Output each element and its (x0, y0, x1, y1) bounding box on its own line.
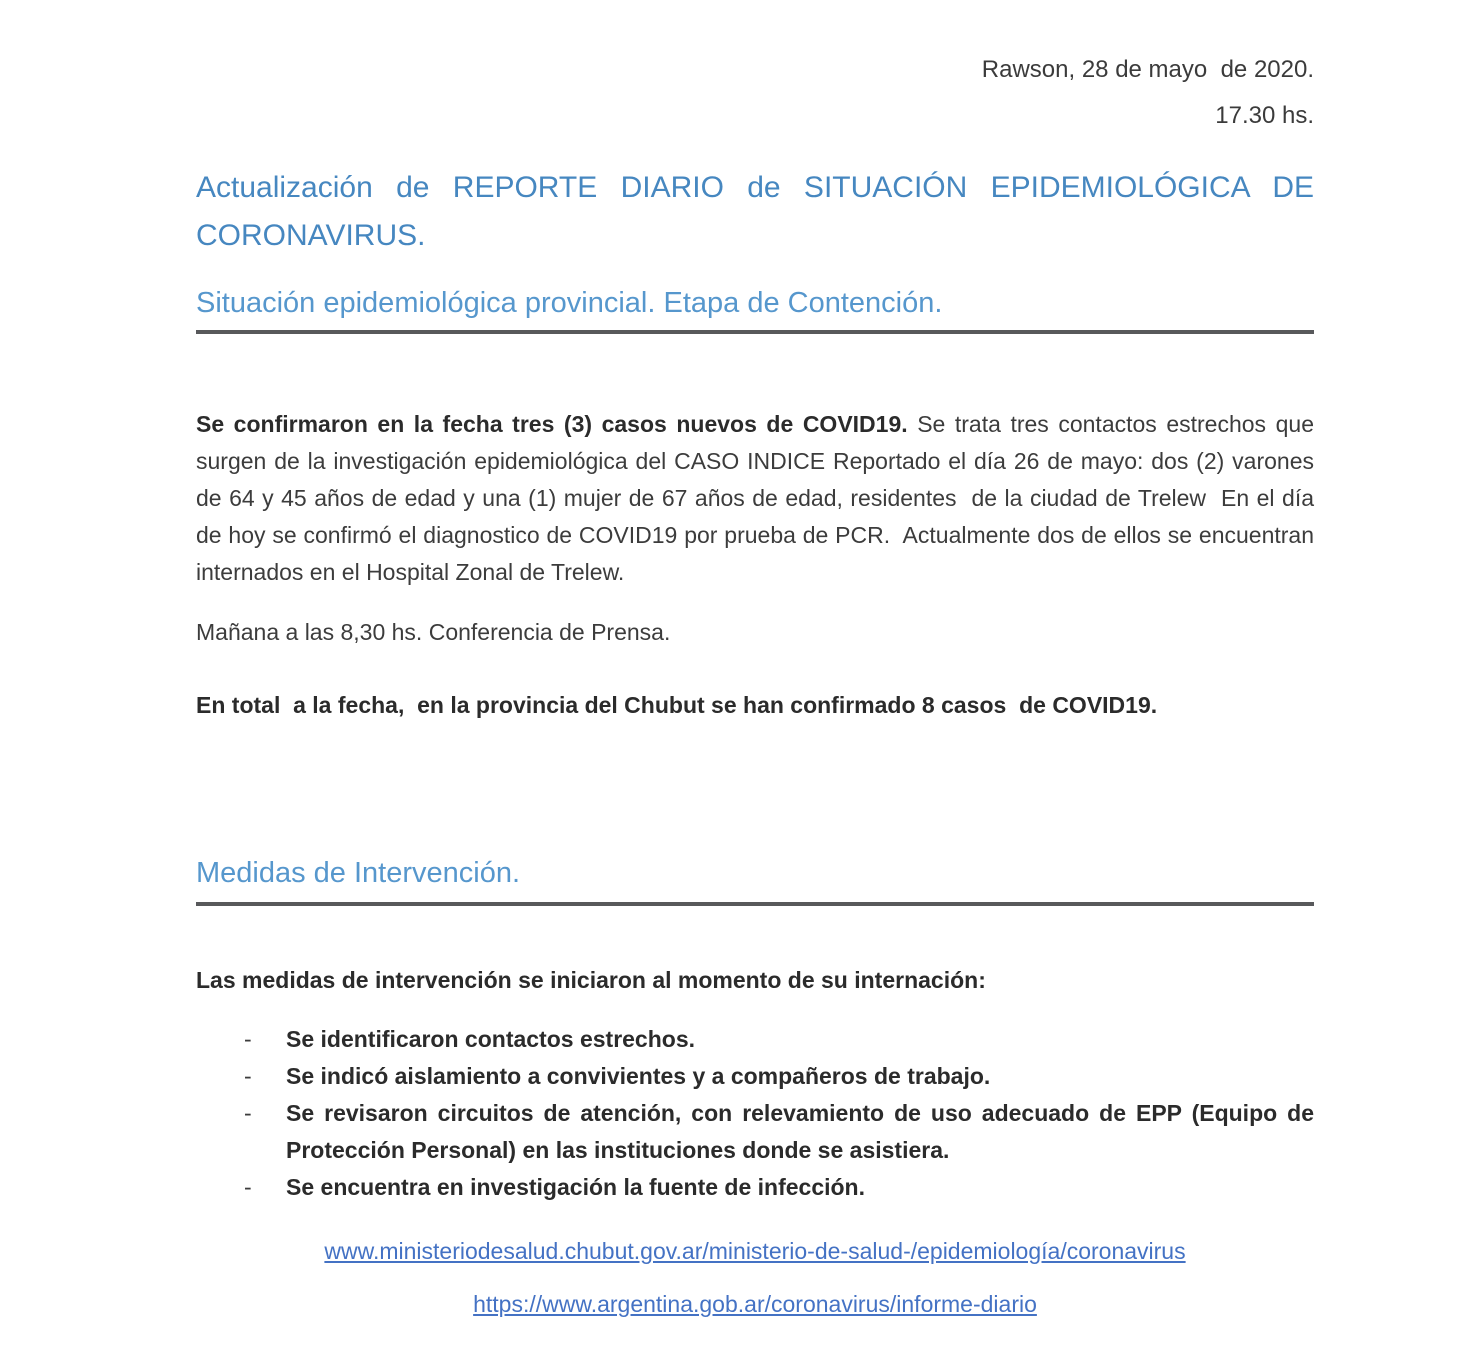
list-item (196, 1021, 1314, 1058)
confirmed-cases-lead: Se confirmaron en la fecha tres (3) casos nuevos de COVID19. (196, 411, 908, 437)
document-content (196, 0, 1321, 1206)
section-measures-heading: Medidas de Intervención. (196, 857, 521, 889)
dash-bullet-icon: - (244, 1026, 252, 1052)
chubut-ministry-link[interactable]: www.ministeriodesalud.chubut.gov.ar/ministerio-de-salud-/epidemiología/coronavirus (324, 1238, 1186, 1264)
section-situation-heading-block (196, 286, 1314, 334)
situation-paragraph-body: Se trata tres contactos estrechos que surgen de la investigación epidemiológica del CASO INDICE Reportado el día 26 de mayo: dos (2) varones de 64 y 45 años de edad y una (1) mujer de 67 años de edad, residentes de la ciudad de Trelew En el día de hoy se confirmó el diagnostico de COVID19 por prueba de PCR. Actualmente dos de ellos se encuentran internados en el Hospital Zonal de Trelew. (196, 411, 1321, 585)
list-item (196, 1095, 1314, 1169)
document-title: Actualización de REPORTE DIARIO de SITUACIÓN EPIDEMIOLÓGICA DE CORONAVIRUS. (196, 171, 1314, 252)
press-conference-line: Mañana a las 8,30 hs. Conferencia de Prensa. (196, 619, 671, 645)
total-cases-line: En total a la fecha, en la provincia del Chubut se han confirmado 8 casos de COVID19. (196, 692, 1158, 718)
measures-intro: Las medidas de intervención se iniciaron al momento de su internación: (196, 967, 986, 993)
dateline: Rawson, 28 de mayo de 2020. (981, 56, 1314, 83)
situation-paragraph (196, 406, 1321, 591)
dash-bullet-icon: - (244, 1174, 252, 1200)
time-line: 17.30 hs. (1215, 102, 1314, 129)
bullet-text: Se encuentra en investigación la fuente de infección. (286, 1174, 865, 1200)
argentina-gov-link[interactable]: https://www.argentina.gob.ar/coronavirus/informe-diario (473, 1291, 1037, 1317)
list-item (196, 1169, 1314, 1206)
section-situation-heading: Situación epidemiológica provincial. Etapa de Contención. (196, 287, 943, 319)
section-measures-heading-block (196, 856, 1314, 906)
bullet-text: Se revisaron circuitos de atención, con relevamiento de uso adecuado de EPP (Equipo de Protección Personal) en las instituciones donde se asistiera. (286, 1100, 1314, 1163)
bullet-text: Se indicó aislamiento a convivientes y a compañeros de trabajo. (286, 1063, 991, 1089)
dash-bullet-icon: - (244, 1063, 252, 1089)
measures-bullet-list (196, 1021, 1314, 1206)
list-item (196, 1058, 1314, 1095)
dash-bullet-icon: - (244, 1100, 252, 1126)
bullet-text: Se identificaron contactos estrechos. (286, 1026, 696, 1052)
footer-links (196, 1238, 1314, 1344)
